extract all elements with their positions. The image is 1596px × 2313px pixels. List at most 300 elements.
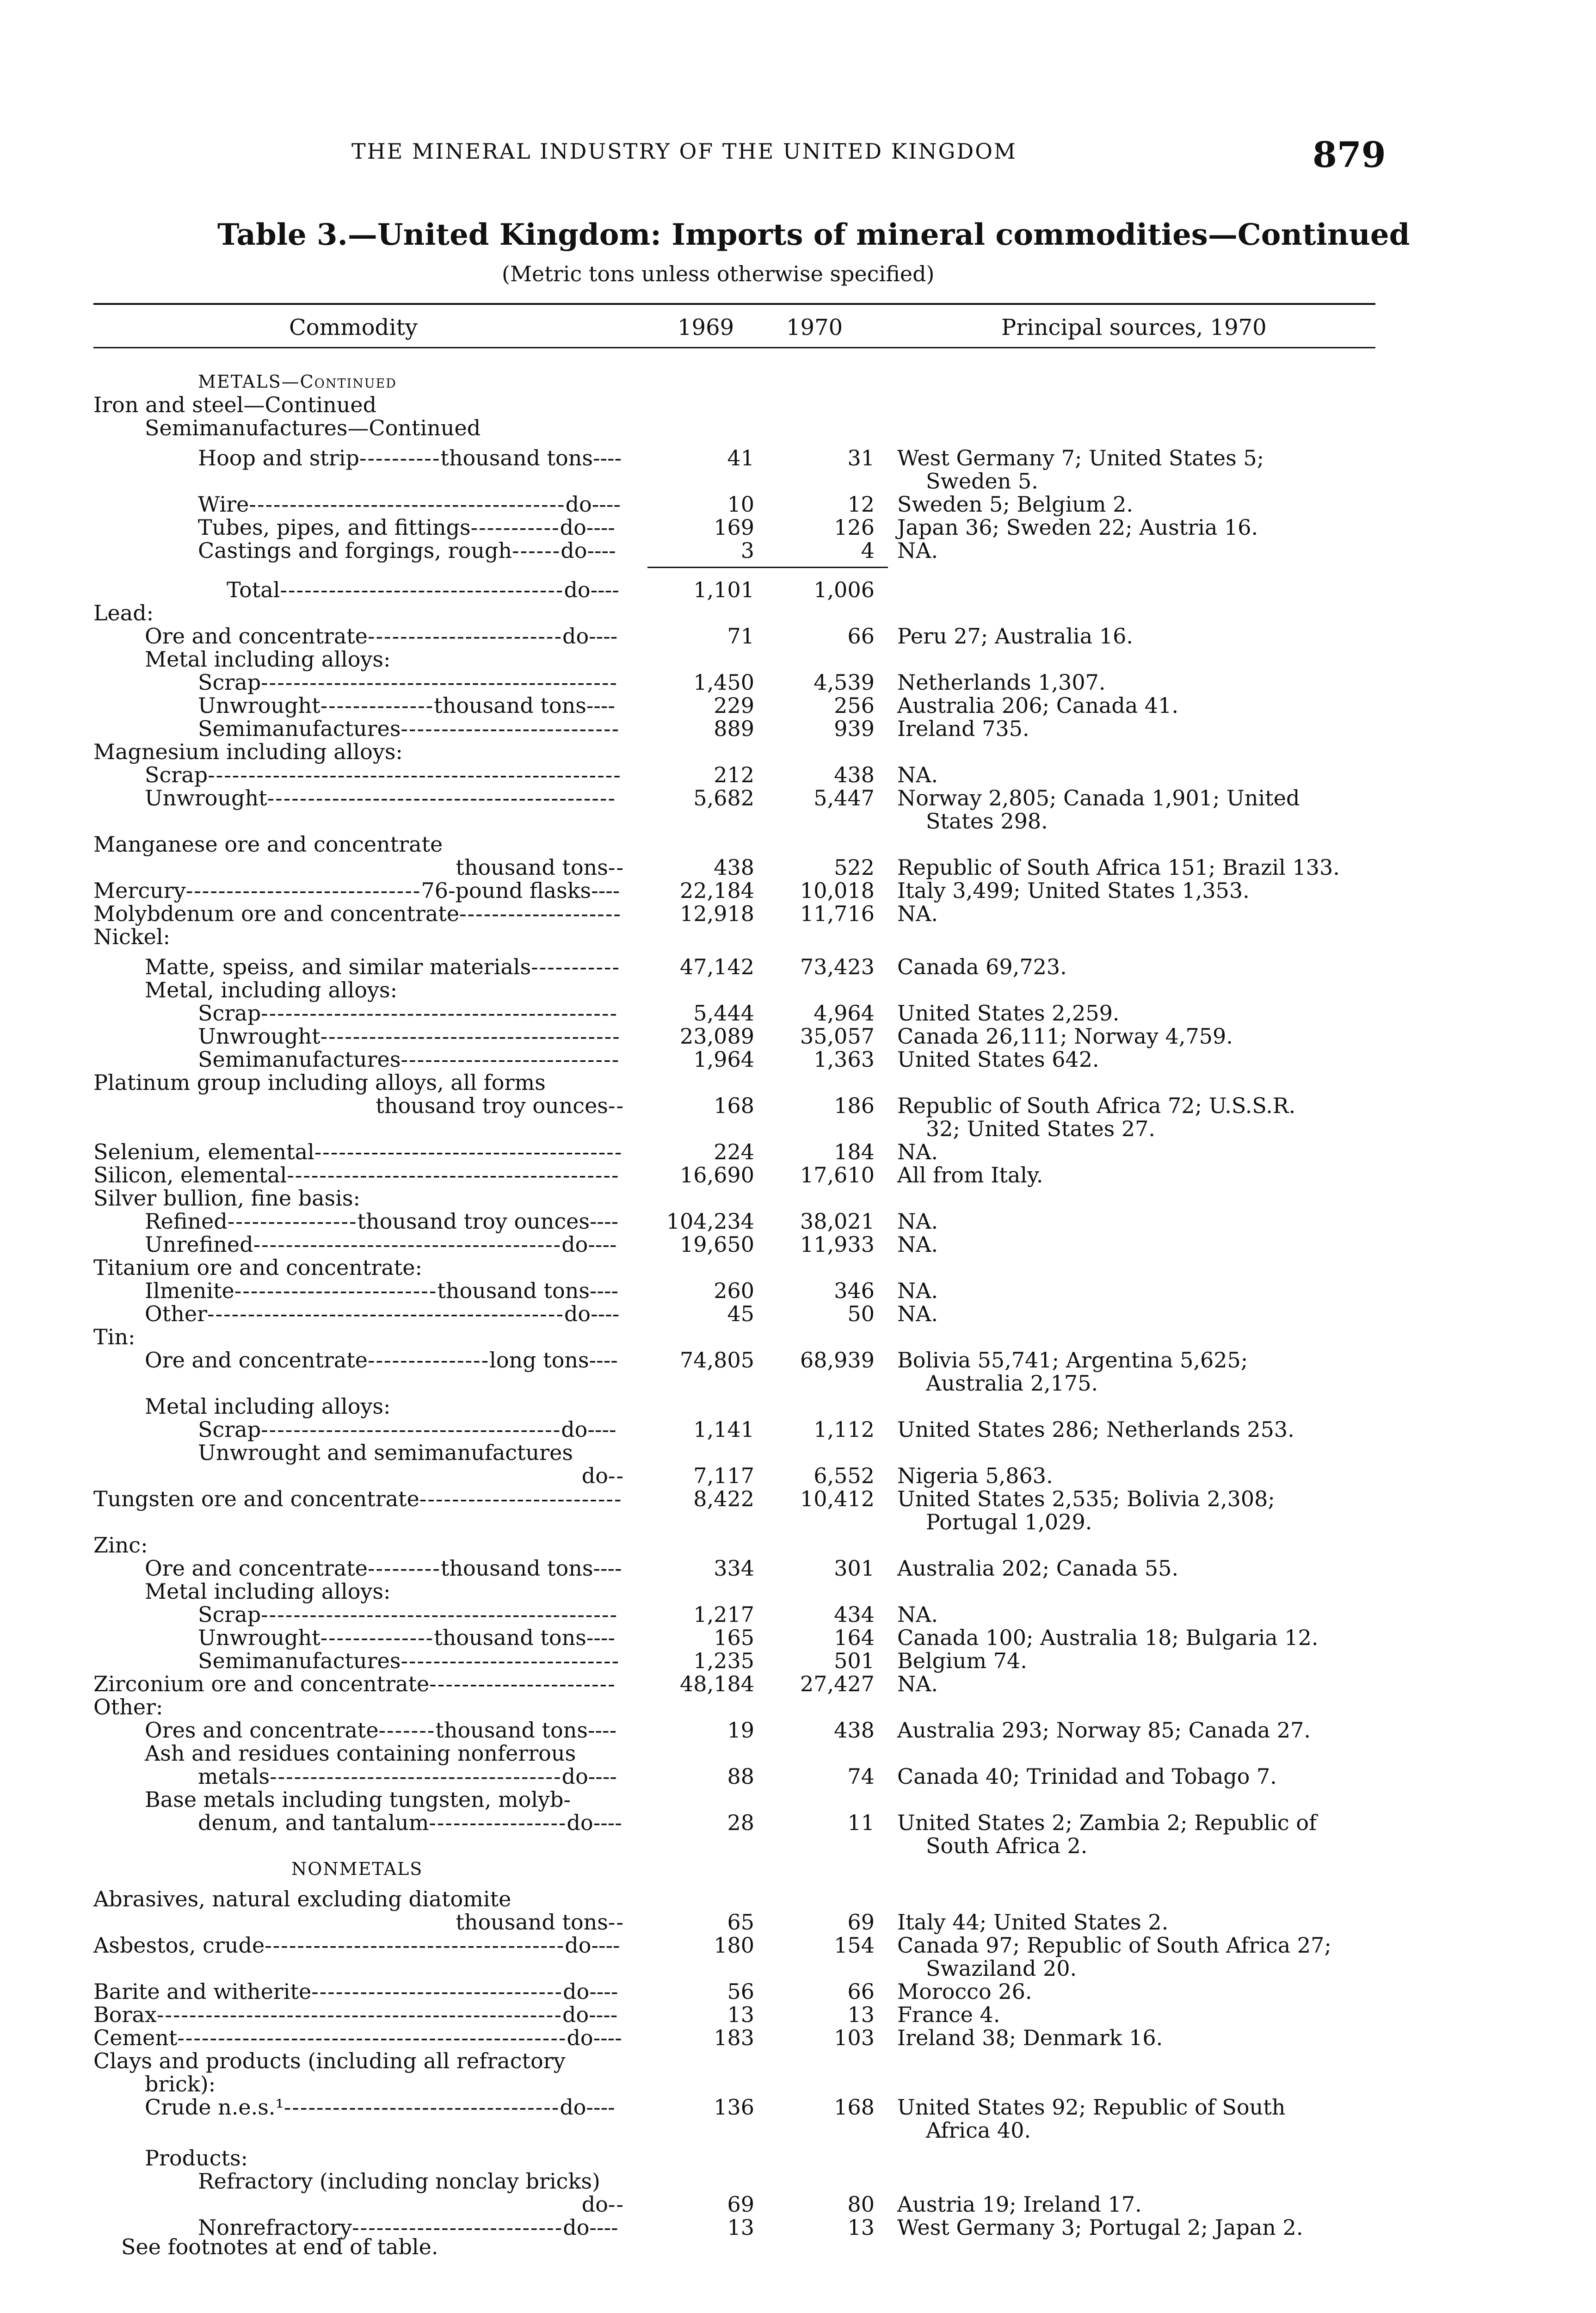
dot-leader: ------- [378, 1718, 436, 1743]
sources-text: United States 2; Zambia 2; Republic of [897, 1810, 1317, 1835]
table-row [0, 1025, 1596, 1048]
footnote: See footnotes at end of table. [121, 2234, 438, 2259]
commodity-label [198, 1418, 616, 1441]
dot-leader: ----------------- [429, 1810, 567, 1835]
sources-continued: South Africa 2. [926, 1833, 1088, 1858]
value-1970: 69 [847, 1910, 875, 1935]
column-header-commodity: Commodity [289, 315, 418, 340]
table-row [0, 1348, 1596, 1396]
dot-leader: -------------- [320, 1625, 434, 1650]
commodity-label [93, 740, 403, 763]
commodity-label [198, 1649, 620, 1672]
sources-text: West Germany 3; Portugal 2; Japan 2. [897, 2215, 1303, 2240]
value-1970: 1,112 [813, 1417, 875, 1442]
dot-leader: -------------------------------------- [253, 1232, 562, 1257]
table-row [0, 1002, 1596, 1025]
sources-text: Japan 36; Sweden 22; Austria 16. [897, 515, 1258, 540]
dot-leader: ------------------------- [419, 1486, 622, 1511]
commodity-label [198, 694, 615, 717]
sources-text: Peru 27; Australia 16. [897, 624, 1133, 649]
principal-sources [897, 1603, 1378, 1626]
commodity-name: Borax [93, 2002, 157, 2027]
commodity-label [145, 2072, 216, 2096]
commodity-name: Clays and products (including all refractory [93, 2048, 566, 2073]
unit-label: 76-pound flasks---- [421, 878, 620, 903]
dot-leader: -- [608, 1910, 624, 1935]
table-row [0, 902, 1596, 925]
table-row [0, 856, 1596, 879]
value-1970: 80 [847, 2192, 875, 2217]
sources-text: Republic of South Africa 72; U.S.S.R. [897, 1093, 1296, 1118]
commodity-name: Metal including alloys: [145, 1579, 391, 1604]
unit-label: do---- [567, 2025, 622, 2050]
section-heading: METALS—Continued [198, 371, 397, 392]
table-row [0, 1557, 1596, 1580]
sources-text: Canada 69,723. [897, 954, 1067, 979]
commodity-name: Nickel: [93, 924, 171, 949]
table-row [0, 1534, 1596, 1557]
dot-leader: --------------- [367, 1348, 490, 1373]
value-1969: 3 [740, 538, 754, 563]
commodity-label [198, 1603, 618, 1626]
commodity-label [145, 2096, 615, 2119]
table-row [0, 601, 1596, 625]
principal-sources [897, 1210, 1378, 1233]
sources-text: United States 2,259. [897, 1001, 1120, 1026]
table-row [0, 445, 1596, 494]
value-1970: 5,447 [813, 785, 875, 810]
dot-leader: ------------------------- [234, 1278, 438, 1303]
unit-label: do---- [561, 1232, 617, 1257]
sources-text: NA. [897, 538, 938, 563]
table-row [0, 1626, 1596, 1649]
commodity-label [93, 2026, 622, 2049]
table-row [0, 2072, 1596, 2096]
commodity-label [198, 493, 621, 516]
value-1969: 136 [714, 2095, 754, 2120]
sources-text: Norway 2,805; Canada 1,901; United [897, 785, 1300, 810]
principal-sources [897, 763, 1378, 786]
commodity-name: Unrefined [145, 1232, 253, 1257]
commodity-label [0, 856, 624, 879]
sources-text: United States 2,535; Bolivia 2,308; [897, 1486, 1275, 1511]
table-row [0, 2095, 1596, 2143]
sources-text: Canada 40; Trinidad and Tobago 7. [897, 1764, 1277, 1789]
sources-text: Morocco 26. [897, 1979, 1032, 2004]
value-1969: 19 [727, 1718, 754, 1743]
table-row [0, 1649, 1596, 1672]
value-1969: 229 [714, 693, 754, 718]
value-1969: 169 [714, 515, 754, 540]
dot-leader: ----------------------------------- [280, 577, 564, 602]
value-1969: 56 [727, 1979, 754, 2004]
table-row [0, 1233, 1596, 1256]
sources-text: Australia 206; Canada 41. [897, 693, 1179, 718]
value-1970: 11,933 [800, 1232, 875, 1257]
unit-label: do---- [562, 624, 618, 649]
value-1970: 17,610 [800, 1163, 875, 1187]
commodity-label [145, 1742, 576, 1765]
principal-sources [897, 1025, 1378, 1048]
table-row [0, 1980, 1596, 2003]
value-1969: 88 [727, 1764, 754, 1789]
principal-sources [897, 694, 1378, 717]
unit-label: do---- [564, 1301, 620, 1326]
table-row [0, 539, 1596, 562]
unit-label: do---- [561, 1417, 616, 1442]
value-1969: 13 [727, 2002, 754, 2027]
table-row [0, 370, 1596, 393]
commodity-name: Ore and concentrate [145, 1348, 368, 1373]
commodity-name: Barite and witherite [93, 1979, 312, 2004]
unit-label: do---- [565, 492, 621, 517]
section-heading: NONMETALS [291, 1859, 423, 1879]
commodity-label [145, 1233, 617, 1256]
value-1970: 346 [834, 1278, 875, 1303]
commodity-name: Ash and residues containing nonferrous [145, 1741, 576, 1766]
value-1970: 11 [847, 1810, 875, 1835]
commodity-label [198, 1025, 621, 1048]
principal-sources [897, 1418, 1378, 1441]
dot-leader: --------------------------- [401, 1648, 620, 1673]
unit-label: thousand troy ounces [376, 1093, 608, 1118]
sources-text: Netherlands 1,307. [897, 670, 1106, 695]
dot-leader: -------------- [320, 693, 434, 718]
value-1969: 1,450 [693, 670, 754, 695]
table-row [0, 1210, 1596, 1233]
value-1970: 73,423 [800, 954, 875, 979]
dot-leader: -------------------------------------------- [261, 670, 618, 695]
principal-sources [897, 516, 1378, 539]
commodity-label [145, 786, 616, 810]
commodity-label [145, 1580, 391, 1603]
commodity-name: Metal, including alloys: [145, 977, 398, 1002]
table-row [0, 1887, 1596, 1911]
table-row [0, 1742, 1596, 1765]
commodity-label [93, 833, 443, 856]
dot-leader: ------------------------------------- [265, 1933, 565, 1958]
sources-text: Bolivia 55,741; Argentina 5,625; [897, 1348, 1248, 1373]
value-1970: 522 [834, 855, 875, 880]
value-1970: 10,412 [800, 1486, 875, 1511]
dot-leader: ------------------------------------ [270, 1764, 562, 1789]
sources-text: NA. [897, 1209, 938, 1234]
principal-sources [897, 1464, 1378, 1487]
principal-sources [897, 1233, 1378, 1256]
value-1970: 256 [834, 693, 875, 718]
table-row [0, 717, 1596, 740]
principal-sources [897, 902, 1378, 925]
principal-sources [897, 671, 1378, 694]
commodity-name: Mercury [93, 878, 186, 903]
value-1970: 184 [834, 1139, 875, 1164]
principal-sources [897, 1279, 1378, 1302]
value-1970: 31 [847, 445, 875, 470]
commodity-label [0, 1464, 624, 1487]
commodity-name: Products: [145, 2146, 248, 2171]
dot-leader: -------------------------------------------- [261, 1602, 618, 1627]
value-1969: 212 [714, 762, 754, 787]
commodity-label [198, 1048, 620, 1071]
commodity-label [145, 763, 622, 786]
column-header-sources: Principal sources, 1970 [1001, 315, 1267, 340]
commodity-label [93, 2049, 566, 2072]
principal-sources [897, 955, 1378, 978]
value-1969: 22,184 [680, 878, 754, 903]
table-row [0, 1719, 1596, 1742]
principal-sources [897, 1348, 1378, 1395]
sources-text: United States 642. [897, 1047, 1099, 1072]
principal-sources [897, 1557, 1378, 1580]
table-row [0, 2049, 1596, 2072]
commodity-name: Asbestos, crude [93, 1933, 265, 1958]
principal-sources [897, 625, 1378, 648]
commodity-label [93, 1325, 136, 1348]
commodity-label [93, 1071, 546, 1094]
unit-label: thousand tons [456, 1910, 608, 1935]
commodity-label [198, 1811, 622, 1834]
commodity-label [145, 1395, 391, 1418]
value-1969: 47,142 [680, 954, 754, 979]
commodity-name: Scrap [198, 1602, 261, 1627]
value-1970: 186 [834, 1093, 875, 1118]
sources-text: NA. [897, 901, 938, 926]
commodity-name: Semimanufactures [198, 1047, 401, 1072]
commodity-name: Ilmenite [145, 1278, 234, 1303]
commodity-name: Metal including alloys: [145, 1394, 391, 1419]
sources-text: France 4. [897, 2002, 1000, 2027]
table-row [0, 1810, 1596, 1858]
table-row [0, 1580, 1596, 1603]
principal-sources [897, 493, 1378, 516]
commodity-name: Magnesium including alloys: [93, 739, 403, 764]
table-row [0, 1788, 1596, 1811]
commodity-label [93, 601, 154, 625]
value-1969: 438 [714, 855, 754, 880]
sources-continued: Portugal 1,029. [926, 1509, 1092, 1534]
principal-sources [897, 879, 1378, 902]
principal-sources [897, 1094, 1378, 1140]
dot-leader: ---------- [359, 445, 441, 470]
commodity-name: Matte, speiss, and similar materials [145, 954, 531, 979]
value-1969: 5,444 [693, 1001, 754, 1026]
principal-sources [897, 1980, 1378, 2003]
page-number: 879 [1313, 134, 1386, 175]
sources-text: NA. [897, 1232, 938, 1257]
commodity-label [93, 1934, 620, 1957]
value-1970: 66 [847, 1979, 875, 2004]
column-header-1969: 1969 [678, 315, 734, 340]
principal-sources [897, 2193, 1378, 2216]
unit-label: thousand tons---- [435, 1718, 617, 1743]
unit-label: do---- [563, 1979, 618, 2004]
table-row [0, 2003, 1596, 2026]
commodity-name: Selenium, elemental [93, 1139, 314, 1164]
principal-sources [897, 446, 1378, 493]
principal-sources [897, 1048, 1378, 1071]
value-1969: 16,690 [680, 1163, 754, 1187]
table-row [0, 2146, 1596, 2170]
sources-continued: Africa 40. [926, 2118, 1031, 2143]
value-1970: 301 [834, 1556, 875, 1581]
commodity-name: Manganese ore and concentrate [93, 832, 443, 857]
unit-label: do---- [565, 1933, 620, 1958]
value-1969: 1,141 [693, 1417, 754, 1442]
commodity-name: Cement [93, 2025, 178, 2050]
table-row [0, 925, 1596, 948]
value-1969: 168 [714, 1093, 754, 1118]
commodity-label [198, 1441, 573, 1464]
unit-label: do---- [567, 1810, 622, 1835]
value-1970: 13 [847, 2215, 875, 2240]
value-1969: 1,217 [693, 1602, 754, 1627]
value-1970: 6,552 [813, 1463, 875, 1488]
sources-text: NA. [897, 1278, 938, 1303]
dot-leader: ------------------------------------------- [267, 785, 616, 810]
dot-leader: -------------------------------------- [314, 1139, 623, 1164]
dot-leader: ----------------------------------------- [287, 1163, 620, 1187]
commodity-label [93, 1980, 618, 2003]
commodity-name: Silver bullion, fine basis: [93, 1186, 360, 1211]
sources-text: NA. [897, 1139, 938, 1164]
table-row [0, 1857, 1596, 1880]
value-1970: 103 [834, 2025, 875, 2050]
sources-text: Belgium 74. [897, 1648, 1027, 1673]
table-row [0, 493, 1596, 516]
value-1970: 4,539 [813, 670, 875, 695]
value-1969: 7,117 [693, 1463, 754, 1488]
principal-sources [897, 1911, 1378, 1934]
value-1969: 45 [727, 1301, 754, 1326]
value-1970: 4,964 [813, 1001, 875, 1026]
value-1969: 28 [727, 1810, 754, 1835]
principal-sources [897, 539, 1378, 562]
commodity-name: Unwrought and semimanufactures [198, 1440, 573, 1465]
dot-leader: --------------------------------------------------- [208, 762, 622, 787]
sources-text: Austria 19; Ireland 17. [897, 2192, 1142, 2217]
sources-text: NA. [897, 1671, 938, 1696]
value-1969: 8,422 [693, 1486, 754, 1511]
table-row [0, 1603, 1596, 1626]
sources-text: United States 92; Republic of South [897, 2095, 1286, 2120]
dot-leader: --------------------------- [401, 1047, 620, 1072]
table-row [0, 1256, 1596, 1279]
sources-text: Republic of South Africa 151; Brazil 133. [897, 855, 1340, 880]
sources-text: NA. [897, 1602, 938, 1627]
table-row [0, 978, 1596, 1002]
dot-leader: -- [608, 2192, 624, 2217]
value-1970: 168 [834, 2095, 875, 2120]
value-1969: 13 [727, 2215, 754, 2240]
principal-sources [897, 2216, 1378, 2239]
value-1970: 27,427 [800, 1671, 875, 1696]
dot-leader: -- [608, 855, 624, 880]
dot-leader: ---------------------------------- [283, 2095, 560, 2120]
sources-continued: Australia 2,175. [926, 1371, 1098, 1396]
commodity-name: Metal including alloys: [145, 647, 391, 672]
unit-label: do---- [561, 1764, 617, 1789]
value-1969: 183 [714, 2025, 754, 2050]
unit-label: thousand tons [456, 855, 608, 880]
commodity-label [198, 516, 615, 539]
principal-sources [897, 1140, 1378, 1163]
principal-sources [897, 1765, 1378, 1788]
commodity-label [198, 671, 618, 694]
value-1969: 48,184 [680, 1671, 754, 1696]
sources-text: NA. [897, 762, 938, 787]
table-title: Table 3.—United Kingdom: Imports of mineral commodities—Continued [217, 217, 1410, 252]
commodity-name: Semimanufactures [198, 1648, 401, 1673]
unit-label: thousand tons---- [434, 693, 615, 718]
commodity-name: Semimanufactures [198, 716, 401, 741]
commodity-name: Hoop and strip [198, 445, 359, 470]
value-1970: 13 [847, 2002, 875, 2027]
table-row [0, 393, 1596, 416]
table-row [0, 648, 1596, 671]
column-header-1970: 1970 [786, 315, 843, 340]
value-1970: 434 [834, 1602, 875, 1627]
sources-text: Nigeria 5,863. [897, 1463, 1053, 1488]
commodity-label [93, 1140, 622, 1163]
principal-sources [897, 1487, 1378, 1534]
commodity-name: Molybdenum ore and concentrate [93, 901, 460, 926]
commodity-label [93, 1487, 622, 1510]
value-1970: 1,006 [813, 577, 875, 602]
value-1970: 68,939 [800, 1348, 875, 1373]
commodity-label [93, 1187, 360, 1210]
dot-leader: -- [608, 1093, 624, 1118]
value-1970: 438 [834, 1718, 875, 1743]
table-row [0, 671, 1596, 694]
table-row [0, 1071, 1596, 1094]
commodity-label [145, 1210, 618, 1233]
unit-label: do---- [560, 515, 615, 540]
table-row [0, 740, 1596, 763]
value-1969: 19,650 [680, 1232, 754, 1257]
table-row [0, 833, 1596, 856]
sources-continued: Sweden 5. [926, 469, 1038, 494]
table-row [0, 2193, 1596, 2216]
principal-sources [897, 1649, 1378, 1672]
value-1969: 71 [727, 624, 754, 649]
running-head: THE MINERAL INDUSTRY OF THE UNITED KINGDOM [351, 139, 1017, 164]
table-row [0, 1486, 1596, 1534]
commodity-name: Other: [93, 1695, 163, 1719]
value-1969: 1,101 [693, 577, 754, 602]
sources-text: United States 286; Netherlands 253. [897, 1417, 1294, 1442]
table-row [0, 625, 1596, 648]
commodity-label [145, 1279, 618, 1302]
principal-sources [897, 1626, 1378, 1649]
commodity-label [145, 955, 620, 978]
sources-text: All from Italy. [897, 1163, 1043, 1187]
value-1969: 23,089 [680, 1024, 754, 1049]
table-row [0, 1093, 1596, 1141]
commodity-label [198, 717, 620, 740]
value-1969: 334 [714, 1556, 754, 1581]
unit-label: do---- [560, 2095, 615, 2120]
dot-leader: -------------------------------------------- [207, 1301, 564, 1326]
sources-continued: Swaziland 20. [926, 1956, 1077, 1981]
commodity-label [145, 416, 481, 439]
total-rule [647, 567, 888, 568]
commodity-name: Unwrought [198, 693, 320, 718]
commodity-name: Scrap [198, 1001, 261, 1026]
commodity-name: Semimanufactures—Continued [145, 415, 481, 440]
sources-text: Ireland 38; Denmark 16. [897, 2025, 1163, 2050]
table-row [0, 1441, 1596, 1464]
commodity-label [93, 925, 170, 948]
